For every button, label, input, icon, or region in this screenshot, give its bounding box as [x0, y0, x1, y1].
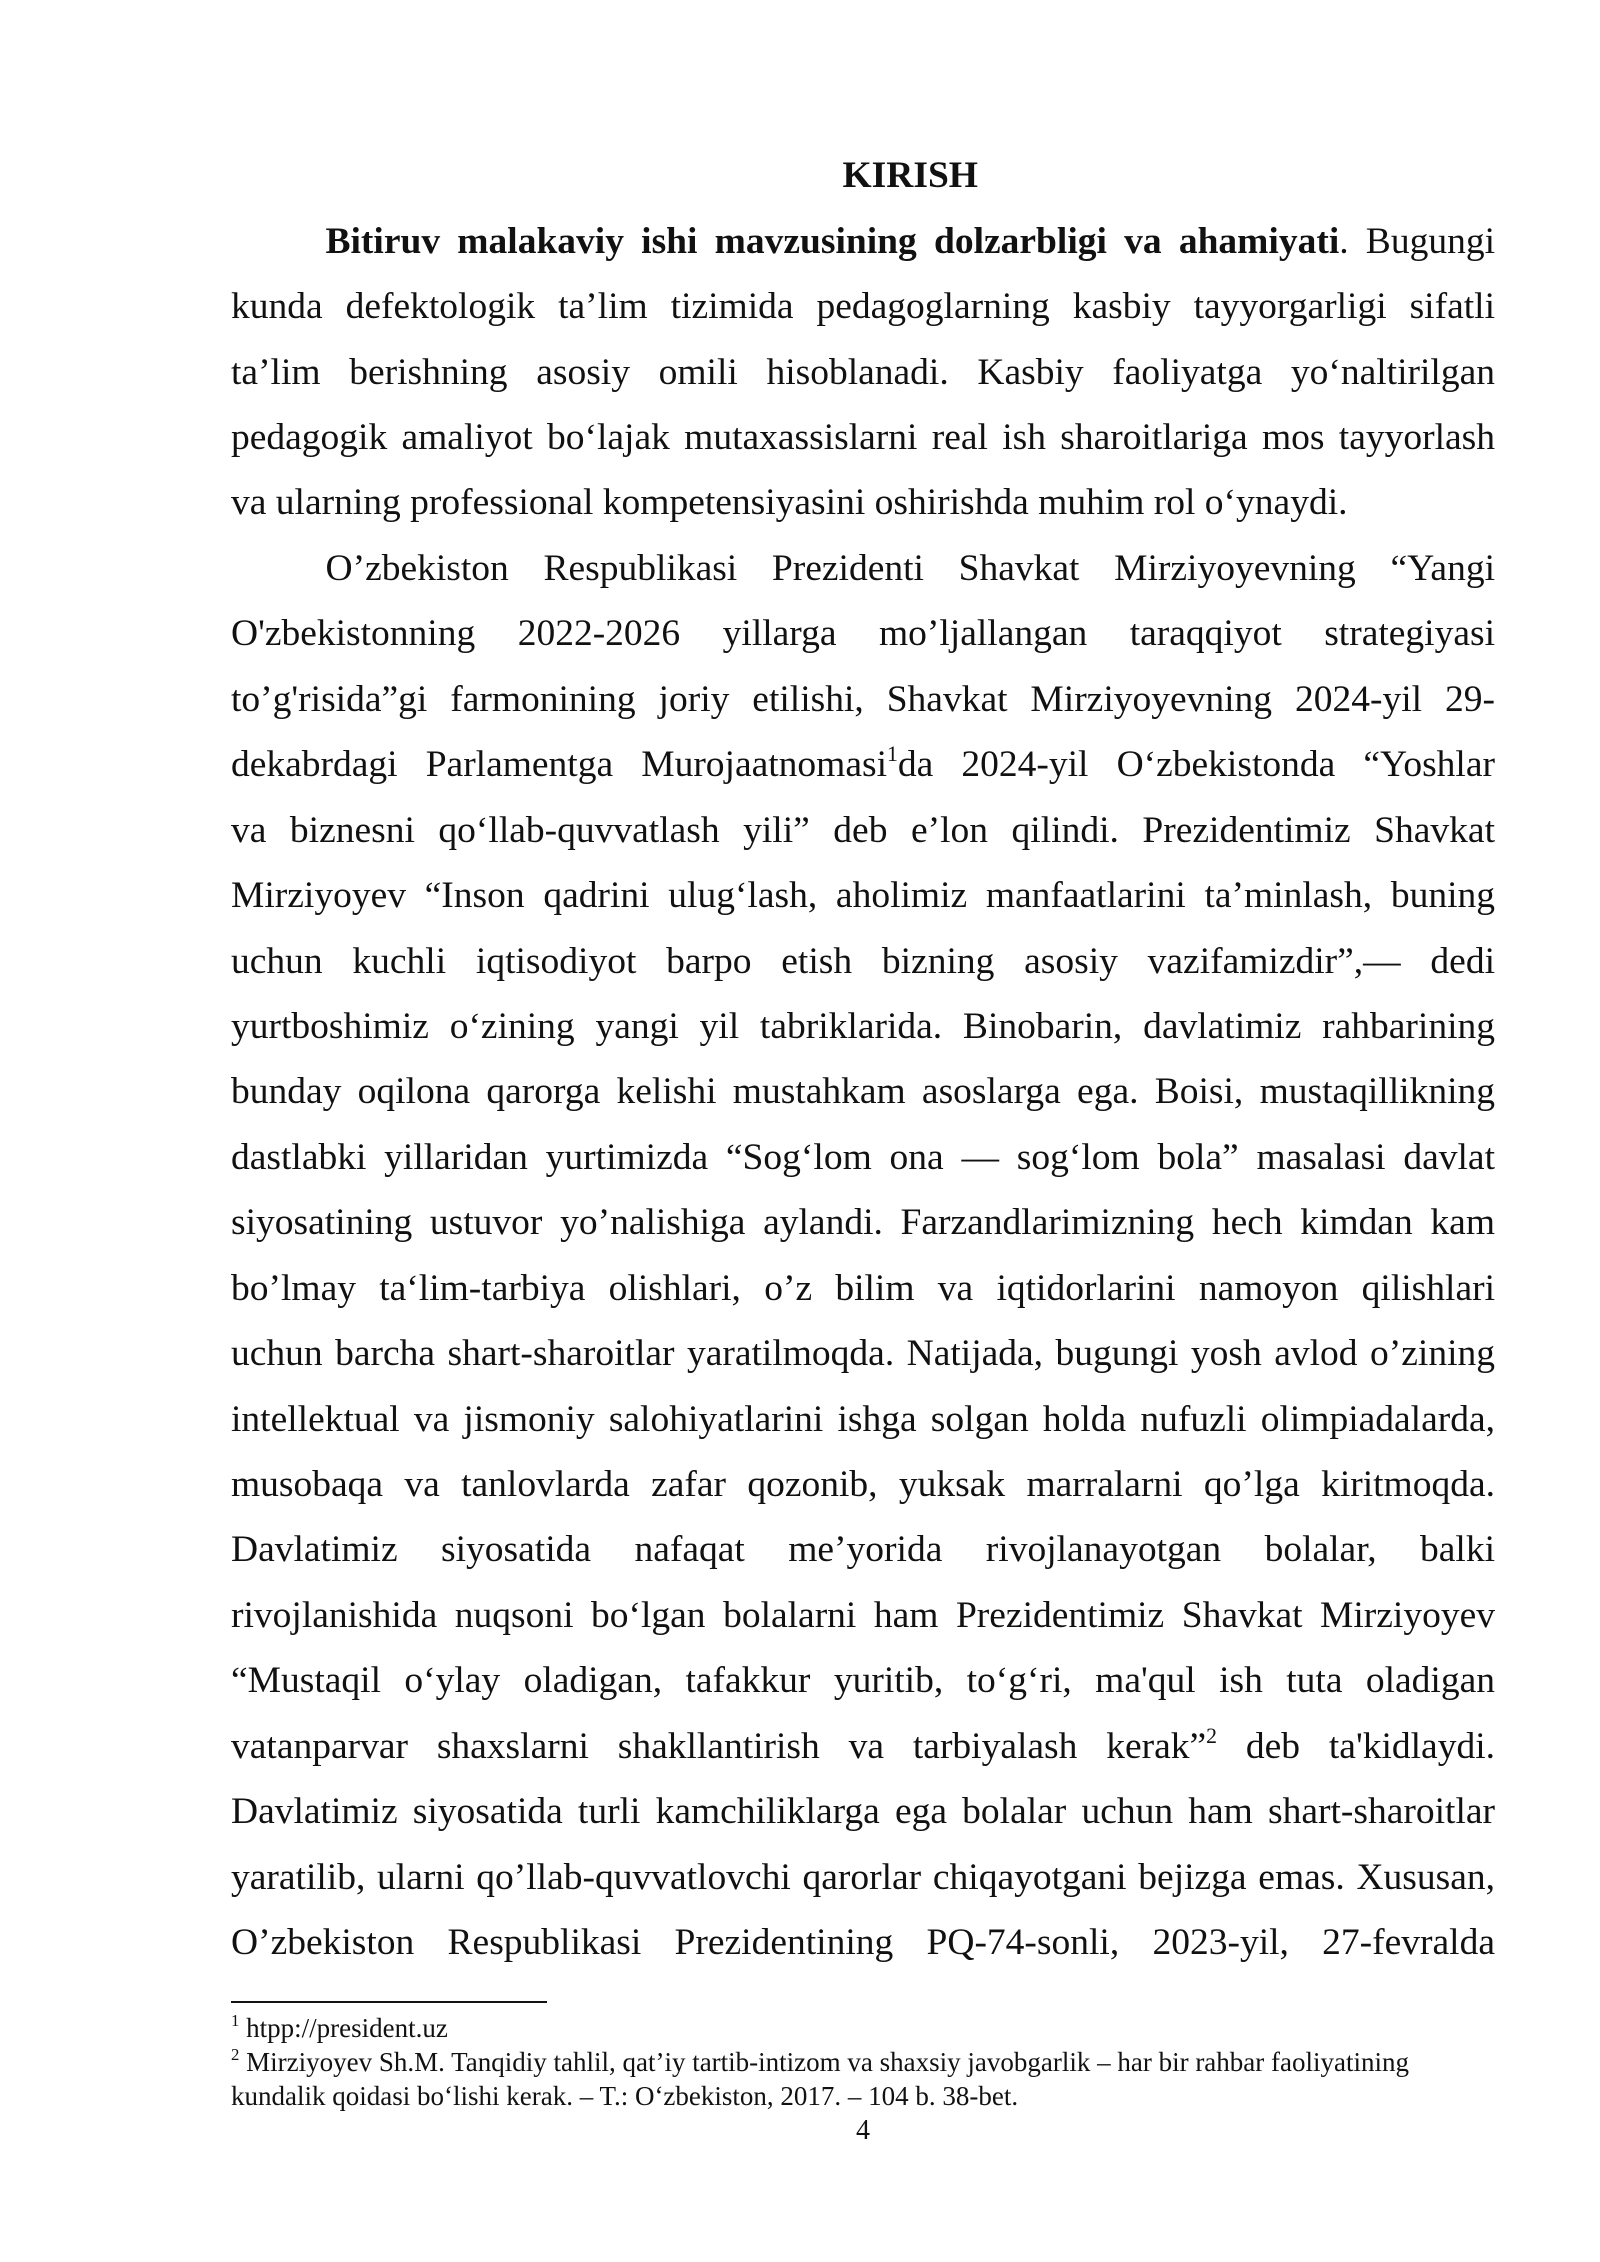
- body-line: va biznesni qo‘llab-quvvatlash yili” deb e’lon qilindi. Prezidentimiz Shavkat: [231, 809, 1495, 851]
- body-line: bunday oqilona qarorga kelishi mustahkam asoslarga ega. Boisi, mustaqillikning: [231, 1071, 1495, 1113]
- footnote-2: [231, 2045, 1495, 2079]
- footnotes: [231, 2011, 1495, 2114]
- body-line: to’g'risida”gi farmonining joriy etilishi, Shavkat Mirziyoyevning 2024-yil 29-: [231, 678, 1495, 720]
- body-line: va ularning professional kompetensiyasini oshirishda muhim rol o‘ynaydi.: [231, 482, 1348, 524]
- body-line: Davlatimiz siyosatida nafaqat me’yorida rivojlanayotgan bolalar, balki: [231, 1529, 1495, 1571]
- body-line: intellektual va jismoniy salohiyatlarini ishga solgan holda nufuzli olimpiadalarda,: [231, 1398, 1495, 1440]
- line-text: deb ta'kidlaydi.: [1217, 1725, 1495, 1767]
- body-line: uchun kuchli iqtisodiyot barpo etish bizning asosiy vazifamizdir”,— dedi: [231, 940, 1495, 982]
- body-line: ta’lim berishning asosiy omili hisoblanadi. Kasbiy faoliyatga yo‘naltirilgan: [231, 351, 1495, 393]
- line-text: . Bugungi: [1339, 220, 1495, 262]
- footnote-reference: 1: [887, 742, 898, 767]
- body-line: yurtboshimiz o‘zining yangi yil tabriklarida. Binobarin, davlatimiz rahbarining: [231, 1005, 1495, 1047]
- footnote-text: kundalik qoidasi bo‘lishi kerak. – T.: O‘zbekiston, 2017. – 104 b. 38-bet.: [231, 2080, 1019, 2111]
- body-line: Mirziyoyev “Inson qadrini ulug‘lash, aholimiz manfaatlarini ta’minlash, buning: [231, 875, 1495, 917]
- page-number: 4: [856, 2115, 870, 2146]
- footnote-2-continuation: [231, 2079, 1495, 2113]
- line-text: da 2024-yil O‘zbekistonda “Yoshlar: [897, 744, 1495, 786]
- footnote-text: htpp://president.uz: [246, 2012, 448, 2043]
- body-line: siyosatining ustuvor yo’nalishiga aylandi. Farzandlarimizning hech kimdan kam: [231, 1202, 1495, 1244]
- footnote-text: Mirziyoyev Sh.M. Tanqidiy tahlil, qat’iy tartib-intizom va shaxsiy javobgarlik – har bir rahbar faoliyatining: [246, 2046, 1409, 2077]
- footnote-1: [231, 2011, 1495, 2045]
- body-line: [231, 1714, 1495, 1779]
- footnote-reference: 2: [1206, 1724, 1218, 1749]
- body-line: rivojlanishida nuqsoni bo‘lgan bolalarni ham Prezidentimiz Shavkat Mirziyoyev: [231, 1594, 1495, 1636]
- body-line: uchun barcha shart-sharoitlar yaratilmoqda. Natijada, bugungi yosh avlod o’zining: [231, 1333, 1495, 1375]
- line-text: dekabrdagi Parlamentga Murojaatnomasi: [231, 744, 888, 786]
- paragraph-strategy: [231, 536, 1495, 1976]
- text-column: [231, 143, 1495, 1975]
- footnote-marker: 1: [231, 2011, 240, 2031]
- footnote-marker: 2: [231, 2045, 240, 2065]
- bold-lead-in: Bitiruv malakaviy ishi mavzusining dolzarbligi va ahamiyati: [325, 220, 1340, 262]
- body-line: bo’lmay ta‘lim-tarbiya olishlari, o’z bilim va iqtidorlarini namoyon qilishlari: [231, 1267, 1495, 1309]
- footnote-separator: [231, 2001, 547, 2003]
- body-line: pedagogik amaliyot bo‘lajak mutaxassislarni real ish sharoitlariga mos tayyorlash: [231, 417, 1495, 459]
- body-line: Davlatimiz siyosatida turli kamchiliklarga ega bolalar uchun ham shart-sharoitlar: [231, 1791, 1495, 1833]
- body-line: O’zbekiston Respublikasi Prezidentining PQ-74-sonli, 2023-yil, 27-fevralda: [231, 1922, 1495, 1964]
- body-line: [231, 209, 1495, 274]
- body-line: musobaqa va tanlovlarda zafar qozonib, yuksak marralarni qo’lga kiritmoqda.: [231, 1464, 1495, 1506]
- body-line: dastlabki yillaridan yurtimizda “Sog‘lom ona — sog‘lom bola” masalasi davlat: [231, 1136, 1495, 1178]
- body-line: kunda defektologik ta’lim tizimida pedagoglarning kasbiy tayyorgarligi sifatli: [231, 286, 1495, 328]
- body-line: O'zbekistonning 2022-2026 yillarga mo’ljallangan taraqqiyot strategiyasi: [231, 613, 1495, 655]
- body-line: yaratilib, ularni qo’llab-quvvatlovchi qarorlar chiqayotgani bejizga emas. Xususan,: [231, 1856, 1495, 1898]
- body-line: “Mustaqil o‘ylay oladigan, tafakkur yuritib, to‘g‘ri, ma'qul ish tuta oladigan: [231, 1660, 1495, 1702]
- paragraph-relevance: [231, 209, 1495, 536]
- line-text: vatanparvar shaxslarni shakllantirish va tarbiyalash kerak”: [231, 1725, 1207, 1767]
- section-heading: KIRISH: [842, 155, 978, 197]
- body-line: O’zbekiston Respublikasi Prezidenti Shavkat Mirziyoyevning “Yangi: [325, 547, 1495, 589]
- body-line: [231, 732, 1495, 797]
